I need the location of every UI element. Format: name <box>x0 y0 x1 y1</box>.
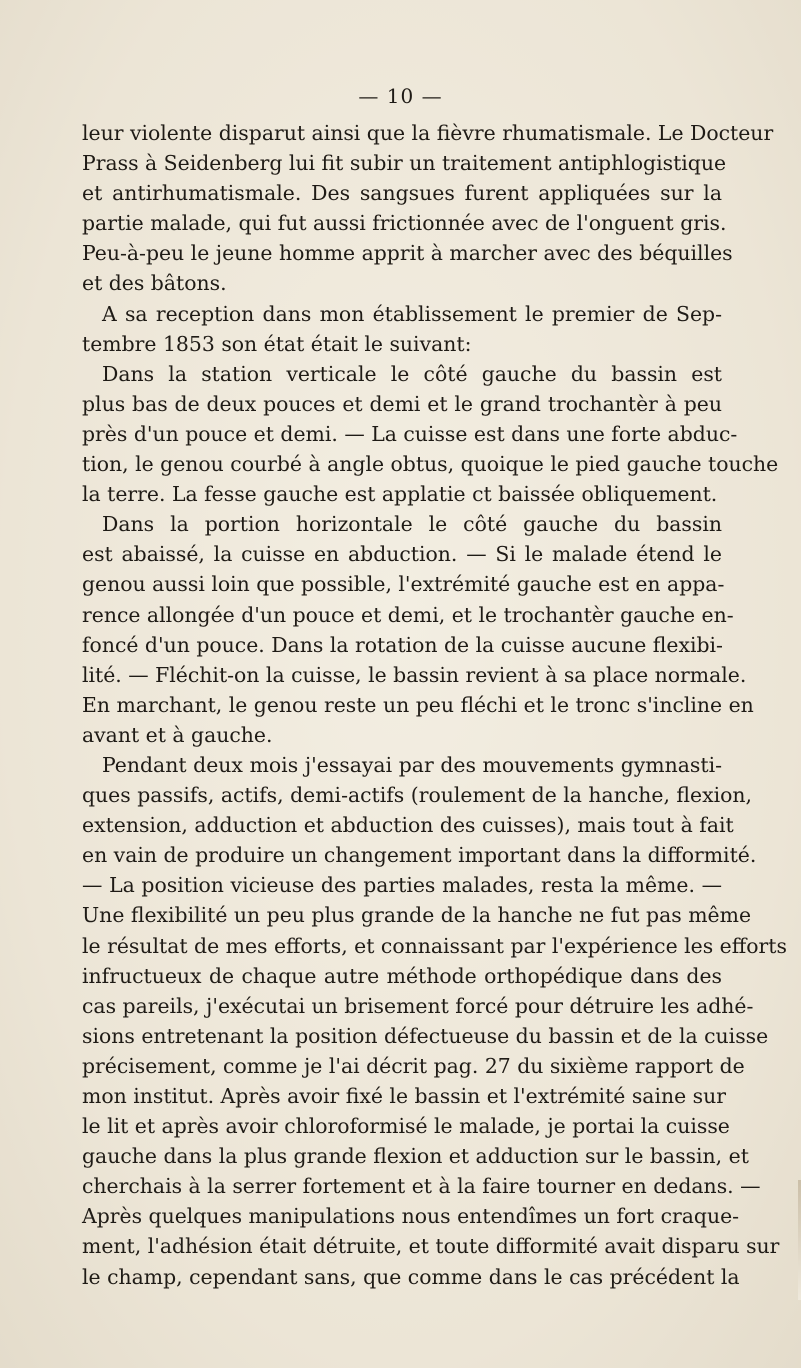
text-line: avant et à gauche. <box>82 722 273 747</box>
text-line: rence allongée d'un pouce et demi, et le trochantèr gauche en- <box>82 602 734 627</box>
page-number: — 10 — <box>358 84 443 108</box>
text-line: et antirhumatismale. Des sangsues furent appliquées sur la <box>82 181 722 206</box>
text-line: le champ, cependant sans, que comme dans le cas précédent la <box>82 1264 740 1289</box>
text-line: plus bas de deux pouces et demi et le grand trochantèr à peu <box>82 391 722 416</box>
text-line: — La position vicieuse des parties malades, resta la même. — <box>82 873 722 898</box>
text-line: Après quelques manipulations nous entendîmes un fort craque- <box>82 1204 740 1229</box>
text-line: En marchant, le genou reste un peu fléchi et le tronc s'incline en <box>82 692 754 717</box>
text-line: genou aussi loin que possible, l'extrémité gauche est en appa- <box>82 572 725 597</box>
text-line: ques passifs, actifs, demi-actifs (roulement de la hanche, flexion, <box>82 783 753 808</box>
text-line: gauche dans la plus grande flexion et adduction sur le bassin, et <box>82 1144 749 1169</box>
text-line: sions entretenant la position défectueuse du bassin et de la cuisse <box>82 1023 769 1048</box>
text-line: Une flexibilité un peu plus grande de la hanche ne fut pas même <box>82 903 752 928</box>
text-line: lité. — Fléchit-on la cuisse, le bassin revient à sa place normale. <box>82 662 747 687</box>
text-line: Pendant deux mois j'essayai par des mouvements gymnasti- <box>102 752 722 777</box>
text-line: la terre. La fesse gauche est applatie ct baissée obliquement. <box>82 482 718 507</box>
body-text <box>82 118 787 1292</box>
text-line: est abaissé, la cuisse en abduction. — Si le malade étend le <box>82 542 722 567</box>
text-line: partie malade, qui fut aussi frictionnée avec de l'onguent gris. <box>82 211 727 236</box>
text-line: Dans la station verticale le côté gauche du bassin est <box>102 361 722 386</box>
text-line: extension, adduction et abduction des cuisses), mais tout à fait <box>82 813 734 838</box>
text-line: précisement, comme je l'ai décrit pag. 27 du sixième rapport de <box>82 1053 745 1078</box>
text-line: infructueux de chaque autre méthode orthopédique dans des <box>82 963 722 988</box>
text-line: leur violente disparut ainsi que la fièvre rhumatismale. Le Docteur <box>82 121 774 145</box>
text-line: tion, le genou courbé à angle obtus, quoique le pied gauche touche <box>82 452 779 477</box>
text-line: Prass à Seidenberg lui fit subir un traitement antiphlogistique <box>82 151 727 176</box>
text-line: Peu-à-peu le jeune homme apprit à marcher avec des béquilles <box>82 241 733 266</box>
text-line: le résultat de mes efforts, et connaissant par l'expérience les efforts <box>82 933 787 958</box>
text-line: le lit et après avoir chloroformisé le malade, je portai la cuisse <box>82 1114 730 1139</box>
text-line: A sa reception dans mon établissement le premier de Sep- <box>102 301 722 326</box>
text-line: près d'un pouce et demi. — La cuisse est dans une forte abduc- <box>82 421 738 446</box>
text-line: tembre 1853 son état était le suivant: <box>82 331 472 356</box>
text-line: Dans la portion horizontale le côté gauche du bassin <box>102 512 722 537</box>
text-line: cas pareils, j'exécutai un brisement forcé pour détruire les adhé- <box>82 993 754 1018</box>
text-line: mon institut. Après avoir fixé le bassin et l'extrémité saine sur <box>82 1084 726 1108</box>
text-line: cherchais à la serrer fortement et à la faire tourner en dedans. — <box>82 1174 761 1199</box>
text-line: en vain de produire un changement important dans la difformité. <box>82 843 757 868</box>
text-line: ment, l'adhésion était détruite, et toute difformité avait disparu sur <box>82 1234 780 1259</box>
text-line: et des bâtons. <box>82 271 227 296</box>
text-line: foncé d'un pouce. Dans la rotation de la cuisse aucune flexibi- <box>82 632 723 657</box>
